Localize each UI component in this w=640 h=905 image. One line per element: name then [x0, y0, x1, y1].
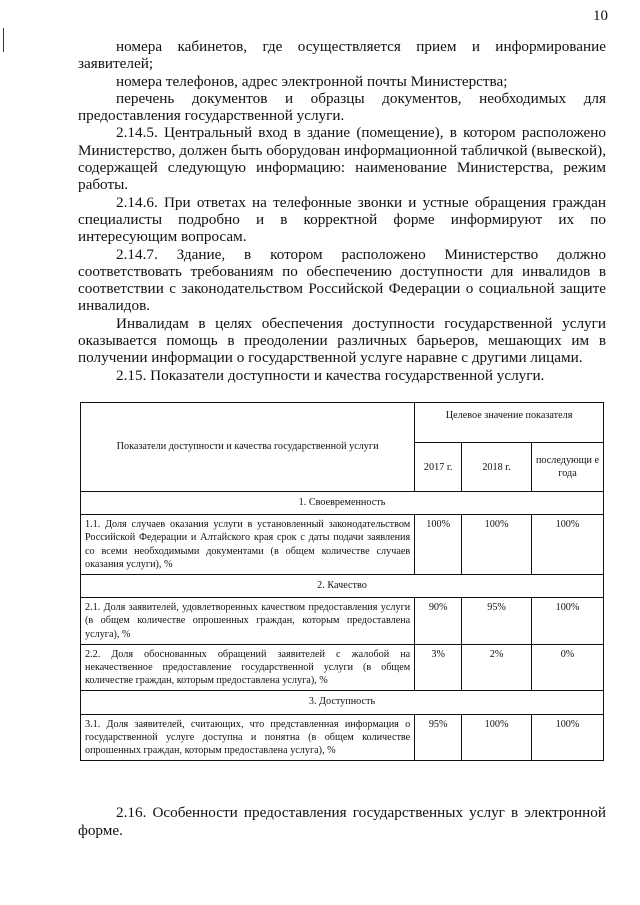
margin-mark	[3, 28, 4, 52]
paragraph: 2.14.5. Центральный вход в здание (помещение), в котором расположено Министерство, должен быть оборудован информационной табличкой (вывеской), содержащей следующую информацию: наименование Министерства, режим работы.	[78, 124, 606, 194]
paragraph: 2.14.7. Здание, в котором расположено Министерство должно соответствовать требованиям по обеспечению доступности для инвалидов в соответствии с законодательством Российской Федерации о социальной защите инвалидов.	[78, 245, 606, 315]
table-row	[81, 714, 604, 761]
value-2017: 3%	[415, 644, 462, 691]
value-later: 100%	[532, 598, 604, 645]
section-row	[81, 691, 604, 714]
body-text	[78, 38, 606, 384]
paragraph: номера телефонов, адрес электронной почты Министерства;	[116, 72, 508, 90]
paragraph: номера кабинетов, где осуществляется прием и информирование заявителей;	[78, 38, 606, 73]
header-target-value: Целевое значение показателя	[415, 403, 604, 443]
closing-text	[78, 804, 606, 840]
section-row	[81, 492, 604, 515]
indicator-description: 1.1. Доля случаев оказания услуги в установленный законодательством Российской Федерации и Алтайского края срок с даты подачи заявления со всеми необходимыми документами (в общем количестве случаев оказания услуги), %	[81, 515, 415, 575]
value-later: 0%	[532, 644, 604, 691]
indicator-description: 3.1. Доля заявителей, считающих, что представленная информация о государственной услуге доступна и понятна (в общем количестве опрошенных граждан, которым предоставлена услуга), %	[81, 714, 415, 761]
paragraph: 2.16. Особенности предоставления государственных услуг в электронной форме.	[78, 804, 606, 839]
header-year-later: последующи е года	[532, 443, 604, 492]
section-row	[81, 575, 604, 598]
value-2018: 100%	[462, 714, 532, 761]
indicators-table	[80, 402, 604, 761]
table-header-row	[81, 403, 604, 443]
section-title: 2. Качество	[81, 575, 604, 598]
header-year-2018: 2018 г.	[462, 443, 532, 492]
page-number: 10	[593, 8, 608, 24]
table-row	[81, 598, 604, 645]
indicator-description: 2.2. Доля обоснованных обращений заявителей с жалобой на некачественное предоставление государственной услуги (в общем количестве граждан, которым предоставлена услуга), %	[81, 644, 415, 691]
section-title: 3. Доступность	[81, 691, 604, 714]
paragraph: перечень документов и образцы документов, необходимых для предоставления государственной услуги.	[78, 89, 606, 125]
value-2017: 100%	[415, 515, 462, 575]
value-2017: 95%	[415, 714, 462, 761]
header-year-2017: 2017 г.	[415, 443, 462, 492]
value-2018: 100%	[462, 515, 532, 575]
value-2018: 95%	[462, 598, 532, 645]
paragraph: 2.14.6. При ответах на телефонные звонки и устные обращения граждан специалисты подробно и в корректной форме информируют их по интересующим вопросам.	[78, 193, 606, 246]
paragraph: Инвалидам в целях обеспечения доступности государственной услуги оказывается помощь в преодолении различных барьеров, мешающих им в получении информации о государственной услуге наравне с другими лицами.	[78, 314, 606, 367]
table-row	[81, 515, 604, 575]
indicator-description: 2.1. Доля заявителей, удовлетворенных качеством предоставления услуги (в общем количестве опрошенных граждан, которым предоставлена услуга), %	[81, 598, 415, 645]
value-later: 100%	[532, 515, 604, 575]
value-2018: 2%	[462, 644, 532, 691]
value-later: 100%	[532, 714, 604, 761]
section-title: 1. Своевременность	[81, 492, 604, 515]
table-row	[81, 644, 604, 691]
header-indicators: Показатели доступности и качества государственной услуги	[81, 403, 415, 492]
paragraph: 2.15. Показатели доступности и качества государственной услуги.	[116, 366, 545, 384]
value-2017: 90%	[415, 598, 462, 645]
